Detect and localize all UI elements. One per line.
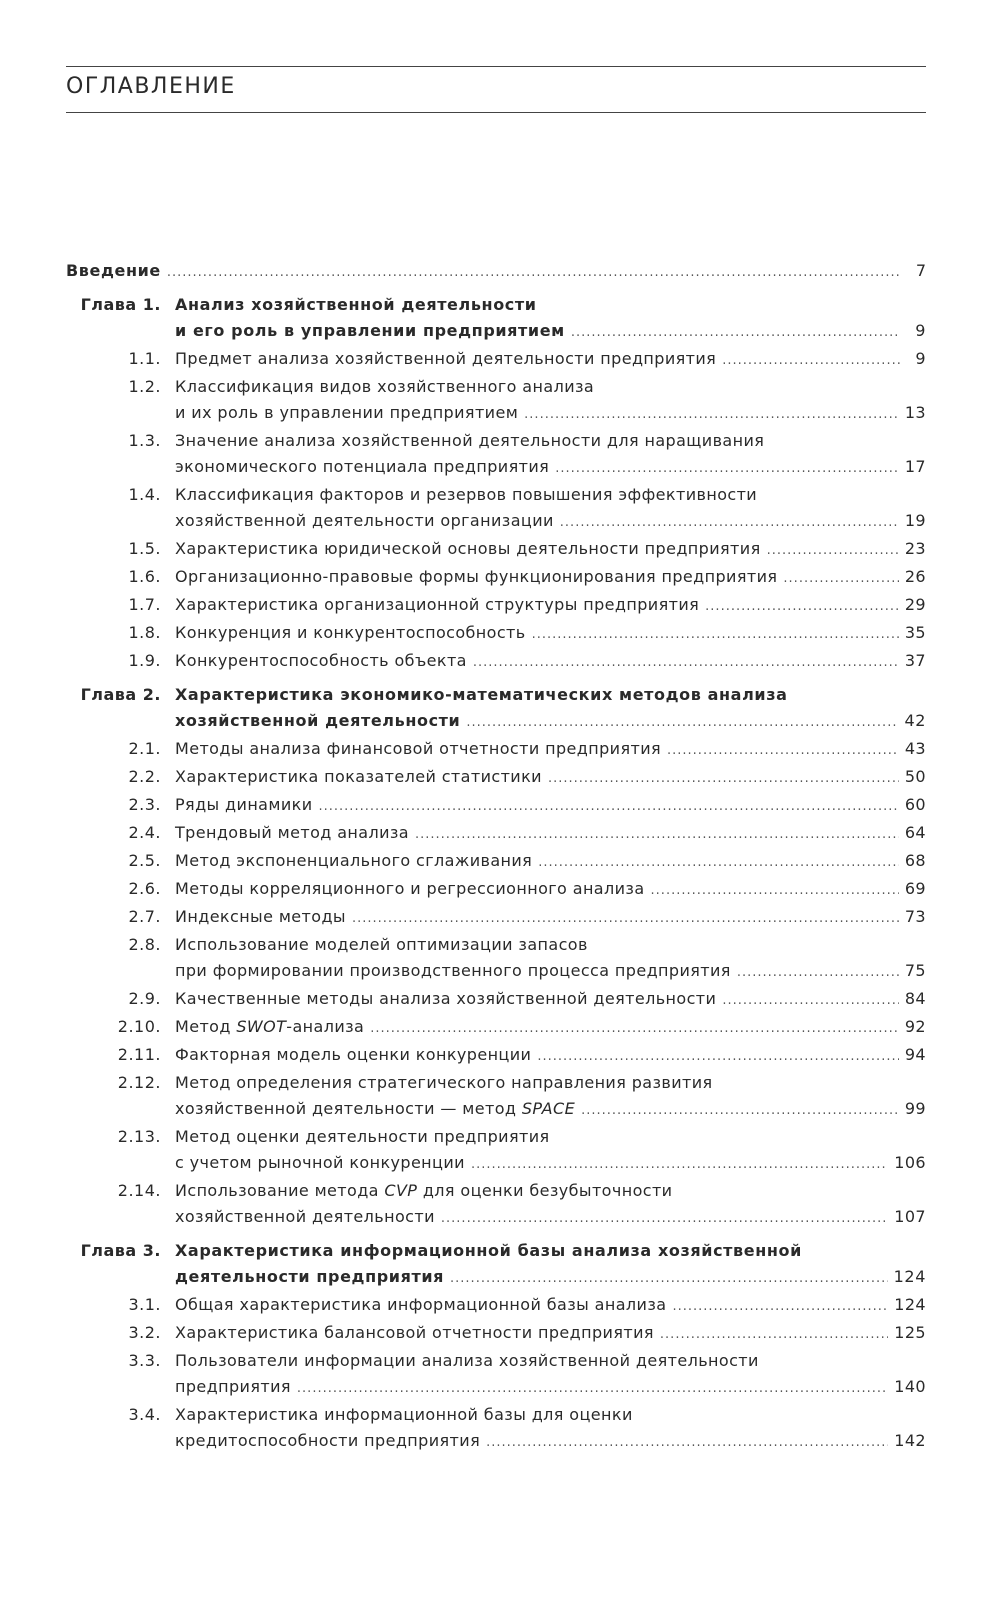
section-number: 2.6. bbox=[128, 879, 161, 898]
section-number: 2.5. bbox=[128, 851, 161, 870]
toc-entry-last-line bbox=[175, 736, 926, 764]
toc-entry-body bbox=[175, 1014, 926, 1042]
dot-leader bbox=[167, 260, 900, 286]
toc-page-number: 124 bbox=[894, 1295, 926, 1314]
toc-page-number: 50 bbox=[904, 767, 926, 786]
section-number: 2.2. bbox=[128, 767, 161, 786]
dot-leader bbox=[466, 710, 898, 736]
toc-entry-last-line bbox=[175, 820, 926, 848]
toc-section-2-11[interactable] bbox=[66, 1042, 926, 1070]
section-number: 2.11. bbox=[117, 1045, 161, 1064]
toc-entry-intro[interactable] bbox=[66, 258, 926, 286]
toc-entry-title-line: Трендовый метод анализа bbox=[175, 823, 410, 842]
dot-leader bbox=[319, 794, 899, 820]
toc-chapter-1[interactable] bbox=[66, 292, 926, 346]
dot-leader bbox=[297, 1376, 888, 1402]
toc-entry-body bbox=[175, 648, 926, 676]
toc-entry-body bbox=[175, 1320, 926, 1348]
toc-entry-last-line bbox=[175, 792, 926, 820]
toc-page-number: 94 bbox=[904, 1045, 926, 1064]
section-number: 1.5. bbox=[128, 539, 161, 558]
toc-entry-body bbox=[175, 482, 926, 536]
toc-entry-title-line: хозяйственной деятельности bbox=[175, 1207, 435, 1226]
toc-entry-body bbox=[175, 848, 926, 876]
toc-entry-body bbox=[175, 592, 926, 620]
section-number: 1.8. bbox=[128, 623, 161, 642]
toc-page-number: 17 bbox=[904, 457, 926, 476]
dot-leader bbox=[560, 510, 899, 536]
toc-section-1-2[interactable] bbox=[66, 374, 926, 428]
section-number: 2.10. bbox=[117, 1017, 161, 1036]
toc-entry-title-line: и его роль в управлении предприятием bbox=[175, 321, 565, 340]
toc-entry-last-line bbox=[175, 1264, 926, 1292]
toc-entry-title-line: Факторная модель оценки конкуренции bbox=[175, 1045, 532, 1064]
toc-entry-title-line: Характеристика информационной базы анализа хозяйственной bbox=[175, 1241, 802, 1260]
toc-entry-title-line: Классификация факторов и резервов повышения эффективности bbox=[175, 485, 758, 504]
toc-entry-body bbox=[175, 536, 926, 564]
toc-entry-body bbox=[175, 1292, 926, 1320]
dot-leader bbox=[415, 822, 899, 848]
section-number: 1.4. bbox=[128, 485, 161, 504]
toc-entry-title-line: при формировании производственного процесса предприятия bbox=[175, 961, 731, 980]
dot-leader bbox=[672, 1294, 888, 1320]
toc-page-number: 64 bbox=[904, 823, 926, 842]
toc-entry-last-line bbox=[175, 346, 926, 374]
toc-entry-title-line: Пользователи информации анализа хозяйственной деятельности bbox=[175, 1351, 759, 1370]
section-number: 2.12. bbox=[117, 1073, 161, 1092]
section-number: 3.3. bbox=[128, 1351, 161, 1370]
toc-entry-last-line bbox=[175, 454, 926, 482]
toc-section-1-5[interactable] bbox=[66, 536, 926, 564]
top-rule bbox=[66, 66, 926, 67]
toc-section-2-1[interactable] bbox=[66, 736, 926, 764]
toc-section-1-1[interactable] bbox=[66, 346, 926, 374]
toc-section-2-7[interactable] bbox=[66, 904, 926, 932]
toc-page-number: 140 bbox=[894, 1377, 926, 1396]
toc-entry-last-line bbox=[175, 876, 926, 904]
toc-entry-title-line: хозяйственной деятельности — метод SPACE bbox=[175, 1099, 576, 1118]
toc-section-1-7[interactable] bbox=[66, 592, 926, 620]
toc-entry-body bbox=[175, 346, 926, 374]
toc-entry-last-line bbox=[175, 1042, 926, 1070]
dot-leader bbox=[473, 650, 899, 676]
toc-section-1-4[interactable] bbox=[66, 482, 926, 536]
toc-section-2-5[interactable] bbox=[66, 848, 926, 876]
toc-section-2-10[interactable] bbox=[66, 1014, 926, 1042]
toc-entry-body bbox=[175, 1042, 926, 1070]
toc-page-number: 68 bbox=[904, 851, 926, 870]
section-number: 2.9. bbox=[128, 989, 161, 1008]
toc-page-number: 9 bbox=[915, 321, 926, 340]
toc-entry-body bbox=[175, 1124, 926, 1178]
toc-entry-body bbox=[175, 792, 926, 820]
toc-page-number: 107 bbox=[894, 1207, 926, 1226]
section-number: 3.1. bbox=[128, 1295, 161, 1314]
section-number: 3.2. bbox=[128, 1323, 161, 1342]
toc-entry-title-line: Характеристика организационной структуры предприятия bbox=[175, 595, 700, 614]
toc-entry-last-line bbox=[175, 904, 926, 932]
dot-leader bbox=[524, 402, 899, 428]
toc-entry-title-line: Анализ хозяйственной деятельности bbox=[175, 295, 537, 314]
toc-entry-body bbox=[175, 682, 926, 736]
toc-page-number: 43 bbox=[904, 739, 926, 758]
section-number: 2.4. bbox=[128, 823, 161, 842]
section-number: 2.8. bbox=[128, 935, 161, 954]
toc-entry-last-line bbox=[175, 848, 926, 876]
toc-entry-body bbox=[175, 1178, 926, 1232]
toc-entry-title-line: Использование метода CVP для оценки безубыточности bbox=[175, 1181, 673, 1200]
toc-entry-body bbox=[175, 620, 926, 648]
toc-section-3-3[interactable] bbox=[66, 1348, 926, 1402]
toc-entry-last-line bbox=[175, 536, 926, 564]
dot-leader bbox=[538, 850, 899, 876]
toc-entry-last-line bbox=[175, 1150, 926, 1178]
toc-entry-title-line: предприятия bbox=[175, 1377, 291, 1396]
toc-section-2-2[interactable] bbox=[66, 764, 926, 792]
toc-entry-title-line: Классификация видов хозяйственного анализа bbox=[175, 377, 595, 396]
toc-page-number: 29 bbox=[904, 595, 926, 614]
toc-page-number: 124 bbox=[893, 1267, 926, 1286]
page-title: ОГЛАВЛЕНИЕ bbox=[66, 74, 236, 99]
dot-leader bbox=[441, 1206, 888, 1232]
chapter-label: Глава 2. bbox=[80, 685, 161, 704]
dot-leader bbox=[581, 1098, 899, 1124]
toc-section-2-9[interactable] bbox=[66, 986, 926, 1014]
toc-page-number: 106 bbox=[894, 1153, 926, 1172]
section-number: 1.9. bbox=[128, 651, 161, 670]
dot-leader bbox=[450, 1266, 888, 1292]
dot-leader bbox=[667, 738, 899, 764]
toc-page-number: 7 bbox=[915, 261, 926, 280]
dot-leader bbox=[548, 766, 899, 792]
toc-section-3-1[interactable] bbox=[66, 1292, 926, 1320]
section-number: 3.4. bbox=[128, 1405, 161, 1424]
toc-entry-body bbox=[175, 904, 926, 932]
dot-leader bbox=[471, 1152, 888, 1178]
section-number: 1.1. bbox=[128, 349, 161, 368]
toc-entry-title-line: Значение анализа хозяйственной деятельности для наращивания bbox=[175, 431, 765, 450]
toc-page-number: 69 bbox=[904, 879, 926, 898]
toc-section-1-6[interactable] bbox=[66, 564, 926, 592]
dot-leader bbox=[722, 348, 900, 374]
toc-entry-last-line bbox=[175, 620, 926, 648]
toc-page-number: 99 bbox=[904, 1099, 926, 1118]
toc-entry-title-line: Ряды динамики bbox=[175, 795, 313, 814]
toc-entry-last-line bbox=[175, 592, 926, 620]
toc-entry-title-line: Организационно-правовые формы функционирования предприятия bbox=[175, 567, 778, 586]
toc-entry-title: Введение bbox=[66, 261, 161, 280]
toc-entry-body bbox=[175, 1348, 926, 1402]
toc-entry-last-line bbox=[175, 986, 926, 1014]
dot-leader bbox=[571, 320, 900, 346]
section-number: 2.13. bbox=[117, 1127, 161, 1146]
toc-page-number: 23 bbox=[904, 539, 926, 558]
dot-leader bbox=[705, 594, 899, 620]
toc-entry-title-line: Характеристика показателей статистики bbox=[175, 767, 542, 786]
dot-leader bbox=[737, 960, 899, 986]
toc-entry-last-line bbox=[175, 1428, 926, 1456]
toc-page-number: 9 bbox=[915, 349, 926, 368]
toc-entry-body bbox=[175, 876, 926, 904]
toc-page-number: 125 bbox=[894, 1323, 926, 1342]
toc-page-number: 35 bbox=[904, 623, 926, 642]
toc-entry-title-line: Характеристика юридической основы деятельности предприятия bbox=[175, 539, 761, 558]
toc-entry-body bbox=[175, 428, 926, 482]
toc-section-3-2[interactable] bbox=[66, 1320, 926, 1348]
toc-entry-last-line bbox=[175, 1204, 926, 1232]
dot-leader bbox=[370, 1016, 899, 1042]
toc-section-2-14[interactable] bbox=[66, 1178, 926, 1232]
toc-entry-title-line: экономического потенциала предприятия bbox=[175, 457, 550, 476]
toc-page-number: 37 bbox=[904, 651, 926, 670]
toc-entry-title-line: деятельности предприятия bbox=[175, 1267, 445, 1286]
toc-page-number: 60 bbox=[904, 795, 926, 814]
section-number: 2.3. bbox=[128, 795, 161, 814]
toc-page-number: 84 bbox=[904, 989, 926, 1008]
toc-entry-title-line: Индексные методы bbox=[175, 907, 346, 926]
toc-entry-title-line: Предмет анализа хозяйственной деятельности предприятия bbox=[175, 349, 717, 368]
toc-page-number: 42 bbox=[904, 711, 926, 730]
toc-entry-body bbox=[175, 564, 926, 592]
heading-underline bbox=[66, 112, 926, 113]
toc-section-1-9[interactable] bbox=[66, 648, 926, 676]
toc-page-number: 142 bbox=[894, 1431, 926, 1450]
toc-entry-last-line bbox=[175, 958, 926, 986]
toc-entry-last-line bbox=[175, 1320, 926, 1348]
toc-section-2-8[interactable] bbox=[66, 932, 926, 986]
chapter-label: Глава 1. bbox=[80, 295, 161, 314]
toc-entry-title-line: Характеристика экономико-математических методов анализа bbox=[175, 685, 788, 704]
toc-entry-body bbox=[175, 374, 926, 428]
abbreviation: CVP bbox=[384, 1181, 418, 1200]
toc-entry-last-line bbox=[175, 708, 926, 736]
toc-entry-title-line: кредитоспособности предприятия bbox=[175, 1431, 481, 1450]
toc-section-2-6[interactable] bbox=[66, 876, 926, 904]
toc-section-2-3[interactable] bbox=[66, 792, 926, 820]
toc-page-number: 19 bbox=[904, 511, 926, 530]
toc-entry-title-line: Характеристика информационной базы для оценки bbox=[175, 1405, 633, 1424]
abbreviation: SPACE bbox=[521, 1099, 576, 1118]
toc-entry-body bbox=[175, 1070, 926, 1124]
toc-entry-title-line: Методы корреляционного и регрессионного анализа bbox=[175, 879, 645, 898]
toc-entry-title-line: хозяйственной деятельности bbox=[175, 711, 461, 730]
toc-entry-last-line bbox=[175, 1014, 926, 1042]
toc-page-number: 26 bbox=[904, 567, 926, 586]
toc-entry-body bbox=[175, 986, 926, 1014]
toc-entry-body bbox=[175, 820, 926, 848]
toc-entry-title-line: Использование моделей оптимизации запасов bbox=[175, 935, 588, 954]
toc-entry-last-line bbox=[175, 508, 926, 536]
section-number: 2.14. bbox=[117, 1181, 161, 1200]
toc-section-2-4[interactable] bbox=[66, 820, 926, 848]
dot-leader bbox=[352, 906, 899, 932]
toc-chapter-2[interactable] bbox=[66, 682, 926, 736]
toc-entry-last-line bbox=[175, 648, 926, 676]
table-of-contents bbox=[66, 258, 926, 1456]
toc-entry-title-line: Конкуренция и конкурентоспособность bbox=[175, 623, 526, 642]
dot-leader bbox=[532, 622, 899, 648]
dot-leader bbox=[555, 456, 899, 482]
section-number: 1.6. bbox=[128, 567, 161, 586]
toc-entry-last-line bbox=[175, 764, 926, 792]
toc-entry-last-line bbox=[175, 564, 926, 592]
toc-entry-body bbox=[175, 1238, 926, 1292]
toc-entry-body bbox=[175, 932, 926, 986]
toc-entry-title-line: Методы анализа финансовой отчетности предприятия bbox=[175, 739, 662, 758]
toc-entry-title-line: Метод оценки деятельности предприятия bbox=[175, 1127, 550, 1146]
section-number: 1.3. bbox=[128, 431, 161, 450]
toc-entry-last-line bbox=[175, 400, 926, 428]
toc-entry-title-line: Качественные методы анализа хозяйственной деятельности bbox=[175, 989, 717, 1008]
dot-leader bbox=[537, 1044, 899, 1070]
toc-entry-last-line bbox=[175, 318, 926, 346]
dot-leader bbox=[767, 538, 899, 564]
toc-page-number: 75 bbox=[904, 961, 926, 980]
toc-page-number: 73 bbox=[904, 907, 926, 926]
chapter-label: Глава 3. bbox=[80, 1241, 161, 1260]
toc-entry-title-line: Характеристика балансовой отчетности предприятия bbox=[175, 1323, 654, 1342]
toc-entry-last-line bbox=[175, 1292, 926, 1320]
toc-chapter-3[interactable] bbox=[66, 1238, 926, 1292]
section-number: 1.2. bbox=[128, 377, 161, 396]
toc-entry-last-line bbox=[175, 1374, 926, 1402]
toc-entry-title-line: хозяйственной деятельности организации bbox=[175, 511, 554, 530]
toc-entry-title-line: Общая характеристика информационной базы анализа bbox=[175, 1295, 667, 1314]
dot-leader bbox=[783, 566, 898, 592]
abbreviation: SWOT bbox=[236, 1017, 287, 1036]
toc-entry-title-line: Метод экспоненциального сглаживания bbox=[175, 851, 533, 870]
dot-leader bbox=[660, 1322, 888, 1348]
toc-section-3-4[interactable] bbox=[66, 1402, 926, 1456]
toc-entry-title-line: Конкурентоспособность объекта bbox=[175, 651, 467, 670]
toc-entry-last-line bbox=[175, 1096, 926, 1124]
toc-section-1-8[interactable] bbox=[66, 620, 926, 648]
toc-section-2-12[interactable] bbox=[66, 1070, 926, 1124]
toc-entry-title-line: и их роль в управлении предприятием bbox=[175, 403, 519, 422]
section-number: 1.7. bbox=[128, 595, 161, 614]
toc-page-number: 13 bbox=[904, 403, 926, 422]
dot-leader bbox=[486, 1430, 888, 1456]
section-number: 2.7. bbox=[128, 907, 161, 926]
toc-entry-body bbox=[175, 1402, 926, 1456]
toc-entry-body bbox=[175, 292, 926, 346]
toc-section-1-3[interactable] bbox=[66, 428, 926, 482]
toc-page-number: 92 bbox=[904, 1017, 926, 1036]
section-number: 2.1. bbox=[128, 739, 161, 758]
toc-entry-title-line: Метод определения стратегического направления развития bbox=[175, 1073, 713, 1092]
toc-section-2-13[interactable] bbox=[66, 1124, 926, 1178]
toc-entry-title-line: Метод SWOT-анализа bbox=[175, 1017, 365, 1036]
dot-leader bbox=[651, 878, 899, 904]
toc-entry-body bbox=[175, 736, 926, 764]
dot-leader bbox=[722, 988, 899, 1014]
toc-entry-body bbox=[175, 764, 926, 792]
toc-entry-title-line: с учетом рыночной конкуренции bbox=[175, 1153, 465, 1172]
